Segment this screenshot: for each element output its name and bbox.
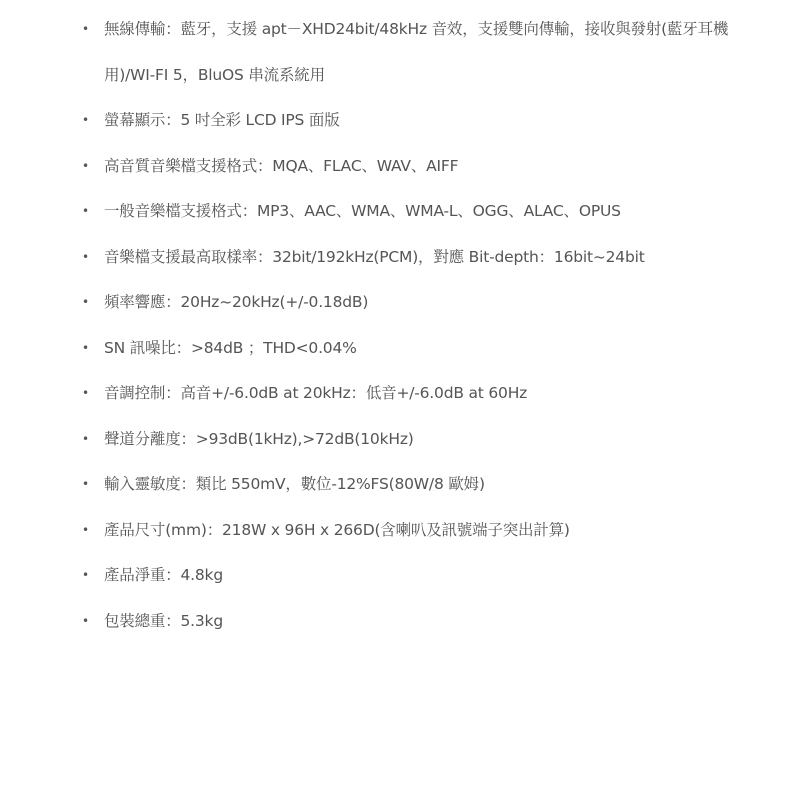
spec-text: 一般音樂檔支援格式：MP3、AAC、WMA、WMA-L、OGG、ALAC、OPUS <box>104 202 621 220</box>
spec-text: 音樂檔支援最高取樣率：32bit/192kHz(PCM)，對應 Bit-depth：16bit~24bit <box>104 247 645 266</box>
bullet-icon <box>82 462 92 508</box>
spec-text: 輸入靈敏度：類比 550mV，數位-12%FS(80W/8 歐姆) <box>104 475 485 493</box>
bullet-icon <box>82 417 92 463</box>
spec-text: 高音質音樂檔支援格式：MQA、FLAC、WAV、AIFF <box>104 156 459 175</box>
spec-item-sample-rate <box>0 235 800 281</box>
spec-item-input-sensitivity <box>0 462 800 508</box>
spec-item-dimensions <box>0 508 800 554</box>
spec-text: 聲道分離度：>93dB(1kHz),>72dB(10kHz) <box>104 429 414 448</box>
bullet-icon <box>82 235 92 281</box>
spec-text: 產品淨重：4.8kg <box>104 566 223 584</box>
spec-text: SN 訊噪比：>84dB ；THD<0.04% <box>104 338 357 357</box>
bullet-icon <box>82 599 92 645</box>
spec-item-display <box>0 98 800 144</box>
spec-text: 產品尺寸(mm)：218W x 96H x 266D(含喇叭及訊號端子突出計算) <box>104 520 570 539</box>
spec-list <box>0 7 800 644</box>
spec-item-general-formats <box>0 189 800 235</box>
bullet-icon <box>82 189 92 235</box>
bullet-icon <box>82 7 92 53</box>
spec-text: 螢幕顯示：5 吋全彩 LCD IPS 面版 <box>104 111 340 129</box>
spec-item-net-weight <box>0 553 800 599</box>
bullet-icon <box>82 280 92 326</box>
bullet-icon <box>82 144 92 190</box>
bullet-icon <box>82 508 92 554</box>
spec-item-package-weight <box>0 599 800 645</box>
spec-item-hires-formats <box>0 144 800 190</box>
spec-text: 頻率響應：20Hz~20kHz(+/-0.18dB) <box>104 293 369 311</box>
spec-text: 音調控制：高音+/-6.0dB at 20kHz：低音+/-6.0dB at 60Hz <box>104 384 528 402</box>
bullet-icon <box>82 553 92 599</box>
bullet-icon <box>82 98 92 144</box>
bullet-icon <box>82 326 92 372</box>
spec-text: 包裝總重：5.3kg <box>104 611 223 630</box>
spec-item-wireless <box>0 7 800 98</box>
spec-item-snr <box>0 326 800 372</box>
bullet-icon <box>82 371 92 417</box>
spec-text: 無線傳輸：藍牙，支援 apt－XHD24bit/48kHz 音效，支援雙向傳輸，接收與發射(藍牙耳機用)/WI-FI 5，BluOS 串流系統用 <box>104 20 729 84</box>
spec-item-tone-control <box>0 371 800 417</box>
spec-item-frequency-response <box>0 280 800 326</box>
spec-item-channel-separation <box>0 417 800 463</box>
